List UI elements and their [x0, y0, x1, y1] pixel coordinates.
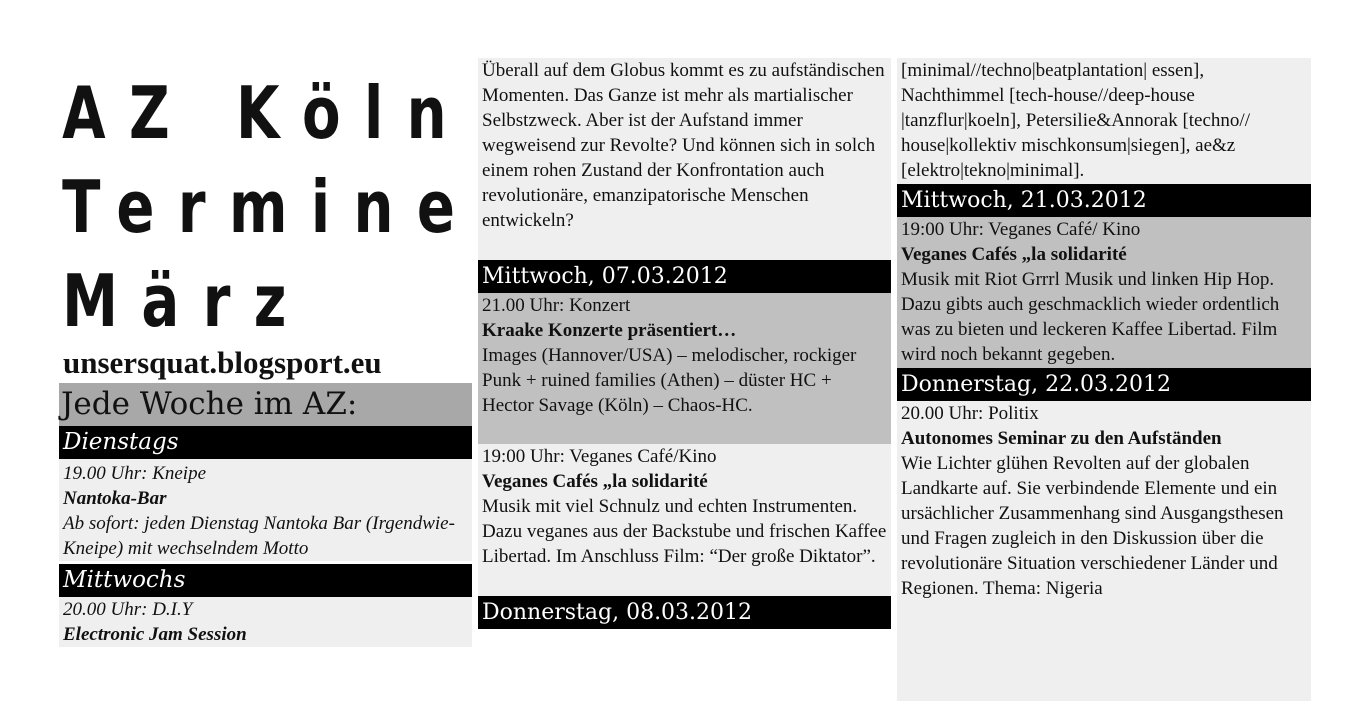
event-cafe-kino — [897, 217, 1311, 368]
weekly-heading: Jede Woche im AZ: — [59, 383, 472, 426]
intro-text: Überall auf dem Globus kommt es zu aufständischen Momenten. Das Ganze ist mehr als martialischer Selbstzweck. Aber ist der Aufstand immer wegweisend zur Revolte? Und können sich in solch einem rohen Zustand der Konfrontation auch revolutionäre, emanzipatorische Menschen entwickeln? — [478, 58, 891, 260]
event-time: 19.00 Uhr: Kneipe — [63, 463, 207, 484]
title-line-3: März — [62, 259, 310, 343]
event-description: Wie Lichter glühen Revolten auf der globalen Landkarte auf. Sie verbindende Elemente und ein ursächlicher Zusammenhang sind Ausgangsthesen und Fragen zugleich in den Diskussion über die revolutionäre Situation verschiedener Länder und Regionen. Thema: Nigeria — [901, 453, 1284, 599]
event-title: Veganes Cafés „la solidarité — [901, 244, 1127, 265]
day-bar-21-03: Mittwoch, 21.03.2012 — [897, 184, 1311, 217]
event-description: Images (Hannover/USA) – melodischer, rockiger Punk + ruined families (Athen) – düster HC + Hector Savage (Köln) – Chaos-HC. — [482, 345, 857, 416]
event-time: 20.00 Uhr: D.I.Y — [63, 599, 193, 620]
event-konzert — [478, 293, 891, 444]
event-cafe-kino — [478, 444, 891, 596]
title-line-2: Termine — [62, 165, 479, 249]
event-title: Nantoka-Bar — [63, 488, 167, 509]
title-line-1: AZ Köln — [62, 71, 471, 155]
day-bar-07-03: Mittwoch, 07.03.2012 — [478, 260, 891, 293]
event-description: Ab sofort: jeden Dienstag Nantoka Bar (Irgendwie-Kneipe) mit wechselndem Motto — [63, 513, 455, 559]
event-politix — [897, 401, 1311, 701]
event-title: Veganes Cafés „la solidarité — [482, 471, 708, 492]
weekly-event-mittwochs — [59, 597, 472, 647]
column-middle — [478, 0, 891, 632]
event-time: 19:00 Uhr: Veganes Café/ Kino — [901, 219, 1141, 240]
day-bar-08-03: Donnerstag, 08.03.2012 — [478, 596, 891, 629]
day-bar-mittwochs: Mittwochs — [59, 564, 472, 597]
intro-text: [minimal//techno|beatplantation| essen], Nachthimmel [tech-house//deep-house |tanzflur|koeln], Petersilie&Annorak [techno// house|kollektiv mischkonsum|siegen], ae&z [elektro|tekno|minimal]. — [897, 58, 1311, 184]
day-bar-dienstags: Dienstags — [59, 426, 472, 459]
day-bar-22-03: Donnerstag, 22.03.2012 — [897, 368, 1311, 401]
column-left — [59, 0, 479, 645]
event-time: 20.00 Uhr: Politix — [901, 403, 1039, 424]
events-right — [897, 184, 1311, 701]
events-middle — [478, 260, 891, 629]
event-title: Autonomes Seminar zu den Aufständen — [901, 428, 1222, 449]
column-right — [897, 0, 1311, 632]
event-description: Musik mit viel Schnulz und echten Instrumenten. Dazu veganes aus der Backstube und frischen Kaffee Libertad. Im Anschluss Film: “Der große Diktator”. — [482, 496, 887, 567]
blog-url: unsersquat.blogsport.eu — [63, 345, 382, 380]
weekly-list — [59, 426, 472, 647]
event-time: 21.00 Uhr: Konzert — [482, 295, 631, 316]
event-title: Electronic Jam Session — [63, 624, 247, 645]
event-time: 19:00 Uhr: Veganes Café/Kino — [482, 446, 717, 467]
event-description: Musik mit Riot Grrrl Musik und linken Hip Hop. Dazu gibts auch geschmacklich wieder ordentlich was zu bieten und leckeren Kaffee Libertad. Film wird noch bekannt gegeben. — [901, 269, 1280, 365]
event-title: Kraake Konzerte präsentiert… — [482, 320, 737, 341]
weekly-event-dienstags — [59, 459, 472, 561]
